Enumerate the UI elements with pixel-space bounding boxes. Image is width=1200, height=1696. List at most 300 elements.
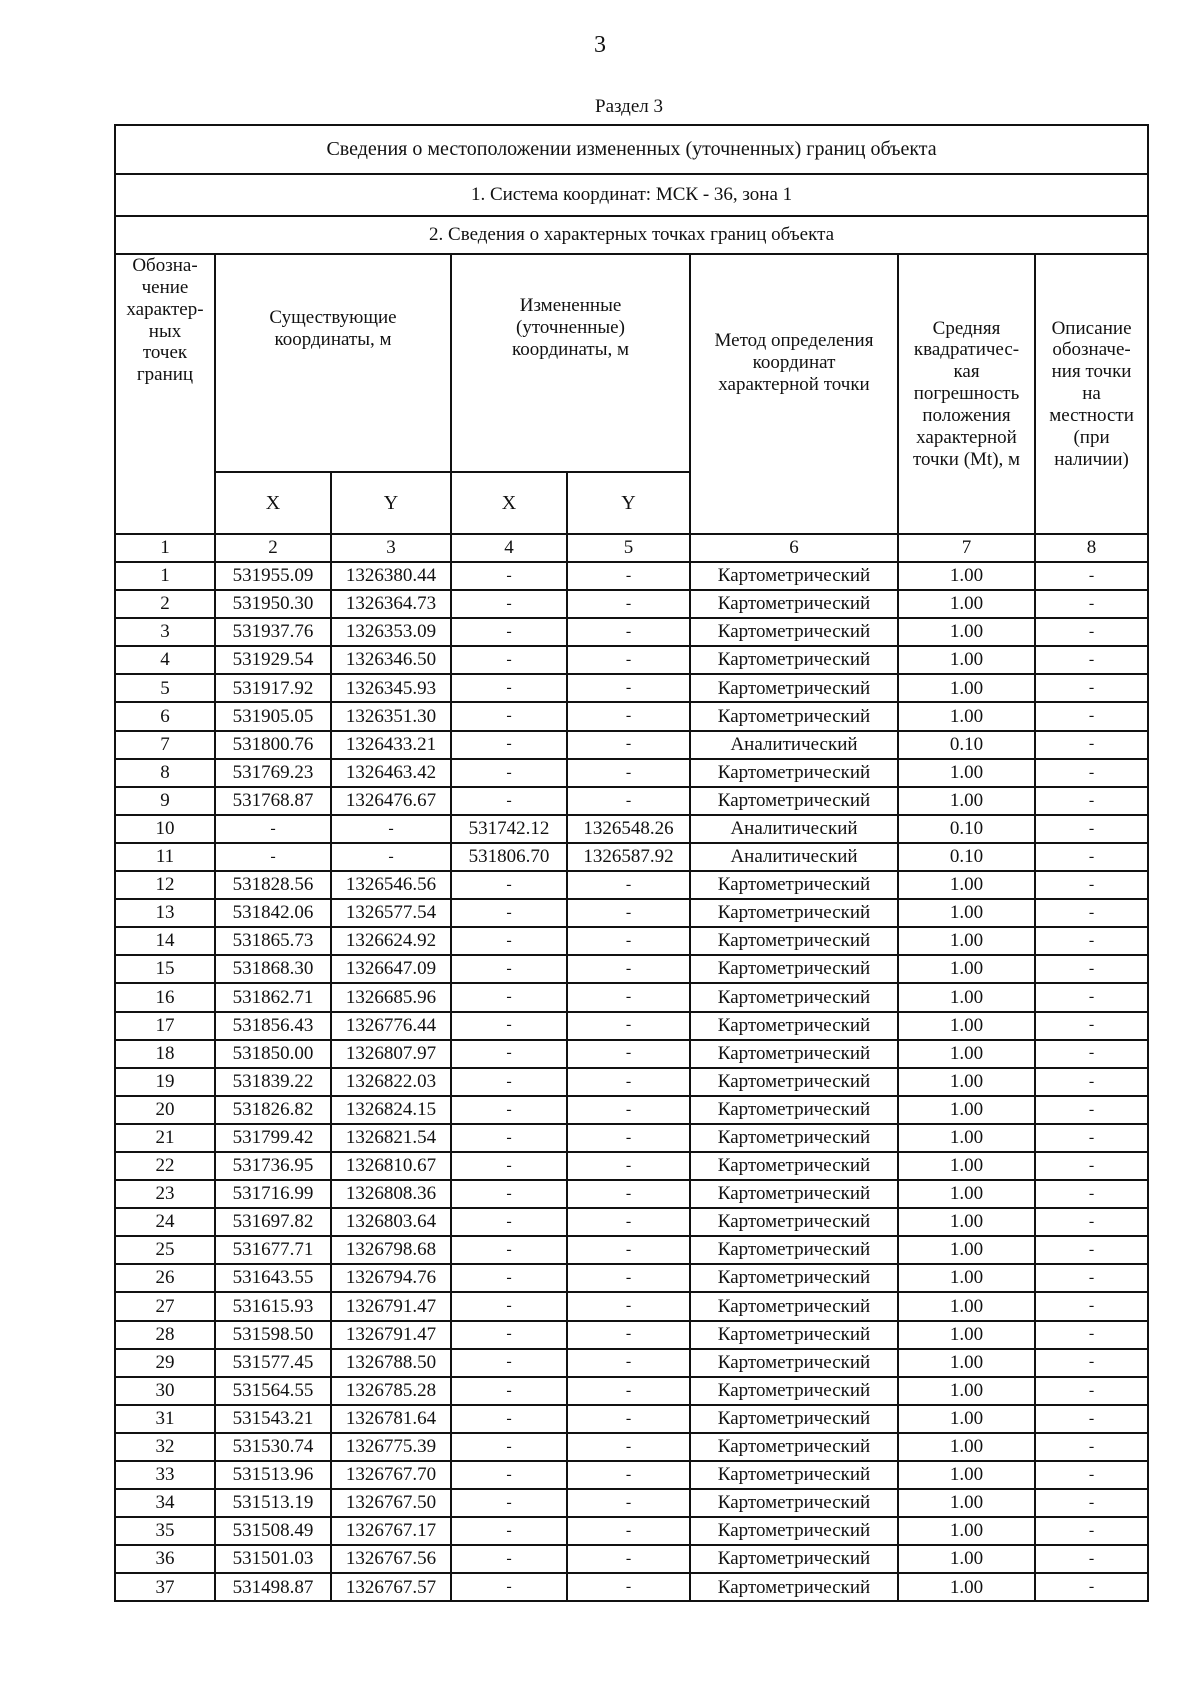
existing-x-cell: 531768.87 bbox=[215, 787, 331, 815]
column-number: 3 bbox=[331, 534, 451, 562]
table-row bbox=[115, 702, 1148, 730]
header-existing-y: Y bbox=[331, 472, 451, 534]
description-cell: - bbox=[1035, 1208, 1148, 1236]
error-cell: 1.00 bbox=[898, 1096, 1035, 1124]
table-row bbox=[115, 1180, 1148, 1208]
description-cell: - bbox=[1035, 1180, 1148, 1208]
method-cell: Картометрический bbox=[690, 1208, 898, 1236]
column-number: 1 bbox=[115, 534, 215, 562]
existing-y-cell: 1326810.67 bbox=[331, 1152, 451, 1180]
table-row bbox=[115, 1573, 1148, 1601]
changed-y-cell: - bbox=[567, 674, 690, 702]
changed-x-cell: - bbox=[451, 1349, 567, 1377]
point-number-cell: 37 bbox=[115, 1573, 215, 1601]
error-cell: 1.00 bbox=[898, 1124, 1035, 1152]
changed-x-cell: - bbox=[451, 927, 567, 955]
point-number-cell: 15 bbox=[115, 955, 215, 983]
method-cell: Картометрический bbox=[690, 1321, 898, 1349]
changed-y-cell: - bbox=[567, 1405, 690, 1433]
point-number-cell: 28 bbox=[115, 1321, 215, 1349]
method-cell: Картометрический bbox=[690, 871, 898, 899]
existing-x-cell: 531677.71 bbox=[215, 1236, 331, 1264]
error-cell: 1.00 bbox=[898, 590, 1035, 618]
method-cell: Картометрический bbox=[690, 1517, 898, 1545]
description-cell: - bbox=[1035, 899, 1148, 927]
changed-y-cell: - bbox=[567, 562, 690, 590]
table-row bbox=[115, 1405, 1148, 1433]
changed-x-cell: - bbox=[451, 1433, 567, 1461]
method-cell: Картометрический bbox=[690, 1545, 898, 1573]
point-number-cell: 11 bbox=[115, 843, 215, 871]
table-row bbox=[115, 843, 1148, 871]
changed-x-cell: - bbox=[451, 1040, 567, 1068]
changed-y-cell: - bbox=[567, 646, 690, 674]
existing-y-cell: 1326463.42 bbox=[331, 759, 451, 787]
column-number: 6 bbox=[690, 534, 898, 562]
existing-y-cell: 1326775.39 bbox=[331, 1433, 451, 1461]
changed-x-cell: - bbox=[451, 1096, 567, 1124]
table-row bbox=[115, 731, 1148, 759]
changed-y-cell: - bbox=[567, 1321, 690, 1349]
existing-x-cell: 531955.09 bbox=[215, 562, 331, 590]
table-row bbox=[115, 674, 1148, 702]
existing-y-cell: 1326346.50 bbox=[331, 646, 451, 674]
changed-y-cell: - bbox=[567, 1264, 690, 1292]
error-cell: 1.00 bbox=[898, 1377, 1035, 1405]
changed-y-cell: - bbox=[567, 1433, 690, 1461]
point-number-cell: 2 bbox=[115, 590, 215, 618]
point-number-cell: 12 bbox=[115, 871, 215, 899]
point-number-cell: 8 bbox=[115, 759, 215, 787]
error-cell: 1.00 bbox=[898, 983, 1035, 1011]
point-number-cell: 9 bbox=[115, 787, 215, 815]
column-number: 4 bbox=[451, 534, 567, 562]
description-cell: - bbox=[1035, 1152, 1148, 1180]
table-row bbox=[115, 646, 1148, 674]
method-cell: Картометрический bbox=[690, 618, 898, 646]
error-cell: 1.00 bbox=[898, 1292, 1035, 1320]
table-row bbox=[115, 1489, 1148, 1517]
description-cell: - bbox=[1035, 1321, 1148, 1349]
existing-x-cell: 531799.42 bbox=[215, 1124, 331, 1152]
point-number-cell: 23 bbox=[115, 1180, 215, 1208]
point-number-cell: 3 bbox=[115, 618, 215, 646]
changed-x-cell: - bbox=[451, 1573, 567, 1601]
table-title: Сведения о местоположении измененных (уточненных) границ объекта bbox=[115, 125, 1148, 174]
existing-x-cell: 531577.45 bbox=[215, 1349, 331, 1377]
method-cell: Картометрический bbox=[690, 1124, 898, 1152]
method-cell: Картометрический bbox=[690, 1180, 898, 1208]
point-number-cell: 29 bbox=[115, 1349, 215, 1377]
changed-x-cell: - bbox=[451, 1545, 567, 1573]
description-cell: - bbox=[1035, 927, 1148, 955]
description-cell: - bbox=[1035, 562, 1148, 590]
description-cell: - bbox=[1035, 1124, 1148, 1152]
point-number-cell: 25 bbox=[115, 1236, 215, 1264]
description-cell: - bbox=[1035, 1517, 1148, 1545]
description-cell: - bbox=[1035, 1545, 1148, 1573]
changed-y-cell: - bbox=[567, 1461, 690, 1489]
description-cell: - bbox=[1035, 1068, 1148, 1096]
description-cell: - bbox=[1035, 674, 1148, 702]
point-number-cell: 18 bbox=[115, 1040, 215, 1068]
error-cell: 1.00 bbox=[898, 955, 1035, 983]
method-cell: Картометрический bbox=[690, 1068, 898, 1096]
existing-x-cell: 531828.56 bbox=[215, 871, 331, 899]
method-cell: Картометрический bbox=[690, 1292, 898, 1320]
table-row bbox=[115, 1321, 1148, 1349]
error-cell: 1.00 bbox=[898, 1040, 1035, 1068]
changed-y-cell: - bbox=[567, 759, 690, 787]
description-cell: - bbox=[1035, 1433, 1148, 1461]
table-row bbox=[115, 1264, 1148, 1292]
table-row bbox=[115, 1040, 1148, 1068]
error-cell: 1.00 bbox=[898, 1461, 1035, 1489]
changed-x-cell: - bbox=[451, 1461, 567, 1489]
existing-y-cell: 1326433.21 bbox=[331, 731, 451, 759]
error-cell: 1.00 bbox=[898, 1321, 1035, 1349]
header-existing-x: X bbox=[215, 472, 331, 534]
existing-x-cell: 531530.74 bbox=[215, 1433, 331, 1461]
changed-y-cell: - bbox=[567, 1236, 690, 1264]
method-cell: Картометрический bbox=[690, 1433, 898, 1461]
point-number-cell: 13 bbox=[115, 899, 215, 927]
point-number-cell: 10 bbox=[115, 815, 215, 843]
changed-y-cell: - bbox=[567, 618, 690, 646]
description-cell: - bbox=[1035, 1377, 1148, 1405]
method-cell: Картометрический bbox=[690, 1012, 898, 1040]
changed-y-cell: - bbox=[567, 1152, 690, 1180]
changed-x-cell: - bbox=[451, 787, 567, 815]
changed-y-cell: - bbox=[567, 590, 690, 618]
error-cell: 1.00 bbox=[898, 1573, 1035, 1601]
description-cell: - bbox=[1035, 759, 1148, 787]
changed-x-cell: - bbox=[451, 1236, 567, 1264]
description-cell: - bbox=[1035, 843, 1148, 871]
changed-x-cell: - bbox=[451, 1489, 567, 1517]
method-cell: Картометрический bbox=[690, 1349, 898, 1377]
point-number-cell: 26 bbox=[115, 1264, 215, 1292]
changed-x-cell: - bbox=[451, 702, 567, 730]
changed-x-cell: - bbox=[451, 1321, 567, 1349]
description-cell: - bbox=[1035, 1349, 1148, 1377]
table-row bbox=[115, 1433, 1148, 1461]
point-number-cell: 34 bbox=[115, 1489, 215, 1517]
table-row bbox=[115, 1068, 1148, 1096]
existing-x-cell: 531929.54 bbox=[215, 646, 331, 674]
changed-y-cell: - bbox=[567, 983, 690, 1011]
point-number-cell: 33 bbox=[115, 1461, 215, 1489]
changed-y-cell: - bbox=[567, 955, 690, 983]
table-row bbox=[115, 1461, 1148, 1489]
table-row bbox=[115, 618, 1148, 646]
method-cell: Картометрический bbox=[690, 702, 898, 730]
changed-y-cell: - bbox=[567, 1180, 690, 1208]
point-number-cell: 5 bbox=[115, 674, 215, 702]
changed-x-cell: - bbox=[451, 618, 567, 646]
description-cell: - bbox=[1035, 1040, 1148, 1068]
description-cell: - bbox=[1035, 983, 1148, 1011]
coordinate-system-line: 1. Система координат: МСК - 36, зона 1 bbox=[115, 174, 1148, 216]
error-cell: 0.10 bbox=[898, 843, 1035, 871]
method-cell: Картометрический bbox=[690, 759, 898, 787]
description-cell: - bbox=[1035, 646, 1148, 674]
existing-x-cell: 531736.95 bbox=[215, 1152, 331, 1180]
changed-y-cell: - bbox=[567, 1349, 690, 1377]
changed-y-cell: - bbox=[567, 1292, 690, 1320]
table-row bbox=[115, 1236, 1148, 1264]
changed-y-cell: 1326587.92 bbox=[567, 843, 690, 871]
table-row bbox=[115, 1012, 1148, 1040]
method-cell: Картометрический bbox=[690, 1152, 898, 1180]
existing-y-cell: 1326345.93 bbox=[331, 674, 451, 702]
method-cell: Картометрический bbox=[690, 983, 898, 1011]
existing-y-cell: 1326781.64 bbox=[331, 1405, 451, 1433]
existing-y-cell: 1326785.28 bbox=[331, 1377, 451, 1405]
changed-x-cell: - bbox=[451, 590, 567, 618]
point-number-cell: 24 bbox=[115, 1208, 215, 1236]
changed-y-cell: - bbox=[567, 1068, 690, 1096]
existing-x-cell: 531513.96 bbox=[215, 1461, 331, 1489]
changed-y-cell: - bbox=[567, 702, 690, 730]
error-cell: 1.00 bbox=[898, 759, 1035, 787]
existing-x-cell: 531498.87 bbox=[215, 1573, 331, 1601]
method-cell: Картометрический bbox=[690, 955, 898, 983]
changed-x-cell: - bbox=[451, 1012, 567, 1040]
existing-y-cell: 1326776.44 bbox=[331, 1012, 451, 1040]
points-heading-line: 2. Сведения о характерных точках границ объекта bbox=[115, 216, 1148, 254]
boundary-points-table bbox=[114, 124, 1149, 1602]
changed-x-cell: - bbox=[451, 1152, 567, 1180]
existing-y-cell: 1326546.56 bbox=[331, 871, 451, 899]
table-row bbox=[115, 1377, 1148, 1405]
error-cell: 1.00 bbox=[898, 1180, 1035, 1208]
error-cell: 1.00 bbox=[898, 1433, 1035, 1461]
existing-x-cell: 531769.23 bbox=[215, 759, 331, 787]
existing-y-cell: 1326821.54 bbox=[331, 1124, 451, 1152]
point-number-cell: 35 bbox=[115, 1517, 215, 1545]
error-cell: 1.00 bbox=[898, 618, 1035, 646]
existing-x-cell: 531543.21 bbox=[215, 1405, 331, 1433]
error-cell: 1.00 bbox=[898, 1068, 1035, 1096]
changed-x-cell: - bbox=[451, 1405, 567, 1433]
existing-x-cell: 531513.19 bbox=[215, 1489, 331, 1517]
method-cell: Картометрический bbox=[690, 1096, 898, 1124]
existing-x-cell: 531868.30 bbox=[215, 955, 331, 983]
changed-x-cell: - bbox=[451, 871, 567, 899]
table-row bbox=[115, 1545, 1148, 1573]
description-cell: - bbox=[1035, 590, 1148, 618]
table-row bbox=[115, 1152, 1148, 1180]
column-number: 5 bbox=[567, 534, 690, 562]
existing-y-cell: 1326822.03 bbox=[331, 1068, 451, 1096]
error-cell: 1.00 bbox=[898, 1517, 1035, 1545]
existing-x-cell: 531564.55 bbox=[215, 1377, 331, 1405]
existing-x-cell: 531800.76 bbox=[215, 731, 331, 759]
point-number-cell: 30 bbox=[115, 1377, 215, 1405]
changed-x-cell: - bbox=[451, 759, 567, 787]
header-error: Средняя квадратичес- кая погрешность положения характерной точки (Mt), м bbox=[898, 254, 1035, 534]
existing-y-cell: 1326624.92 bbox=[331, 927, 451, 955]
header-changed-coordinates: Измененные (уточненные) координаты, м bbox=[451, 254, 690, 472]
point-number-cell: 1 bbox=[115, 562, 215, 590]
table-row bbox=[115, 562, 1148, 590]
point-number-cell: 32 bbox=[115, 1433, 215, 1461]
existing-x-cell: 531826.82 bbox=[215, 1096, 331, 1124]
existing-y-cell: 1326577.54 bbox=[331, 899, 451, 927]
description-cell: - bbox=[1035, 1292, 1148, 1320]
changed-y-cell: - bbox=[567, 1040, 690, 1068]
existing-x-cell: 531865.73 bbox=[215, 927, 331, 955]
description-cell: - bbox=[1035, 1573, 1148, 1601]
changed-y-cell: - bbox=[567, 731, 690, 759]
changed-y-cell: - bbox=[567, 899, 690, 927]
error-cell: 1.00 bbox=[898, 1236, 1035, 1264]
method-cell: Картометрический bbox=[690, 1405, 898, 1433]
existing-y-cell: 1326791.47 bbox=[331, 1321, 451, 1349]
changed-x-cell: - bbox=[451, 1180, 567, 1208]
table-row bbox=[115, 1517, 1148, 1545]
method-cell: Картометрический bbox=[690, 1040, 898, 1068]
existing-x-cell: 531917.92 bbox=[215, 674, 331, 702]
table-row bbox=[115, 759, 1148, 787]
error-cell: 1.00 bbox=[898, 899, 1035, 927]
description-cell: - bbox=[1035, 1489, 1148, 1517]
existing-y-cell: 1326767.50 bbox=[331, 1489, 451, 1517]
method-cell: Картометрический bbox=[690, 1264, 898, 1292]
changed-x-cell: 531742.12 bbox=[451, 815, 567, 843]
point-number-cell: 16 bbox=[115, 983, 215, 1011]
existing-x-cell: 531850.00 bbox=[215, 1040, 331, 1068]
point-number-cell: 17 bbox=[115, 1012, 215, 1040]
description-cell: - bbox=[1035, 731, 1148, 759]
method-cell: Картометрический bbox=[690, 1573, 898, 1601]
error-cell: 1.00 bbox=[898, 787, 1035, 815]
changed-y-cell: - bbox=[567, 927, 690, 955]
error-cell: 1.00 bbox=[898, 1405, 1035, 1433]
existing-x-cell: 531905.05 bbox=[215, 702, 331, 730]
table-row bbox=[115, 1096, 1148, 1124]
changed-x-cell: - bbox=[451, 1068, 567, 1096]
method-cell: Картометрический bbox=[690, 562, 898, 590]
existing-x-cell: 531615.93 bbox=[215, 1292, 331, 1320]
error-cell: 1.00 bbox=[898, 1349, 1035, 1377]
column-number: 2 bbox=[215, 534, 331, 562]
existing-y-cell: 1326364.73 bbox=[331, 590, 451, 618]
existing-y-cell: 1326767.17 bbox=[331, 1517, 451, 1545]
existing-x-cell: - bbox=[215, 843, 331, 871]
description-cell: - bbox=[1035, 787, 1148, 815]
error-cell: 1.00 bbox=[898, 1264, 1035, 1292]
table-row bbox=[115, 1208, 1148, 1236]
changed-x-cell: - bbox=[451, 731, 567, 759]
changed-y-cell: - bbox=[567, 787, 690, 815]
table-row bbox=[115, 1124, 1148, 1152]
table-row bbox=[115, 787, 1148, 815]
existing-y-cell: 1326767.70 bbox=[331, 1461, 451, 1489]
error-cell: 1.00 bbox=[898, 871, 1035, 899]
existing-x-cell: 531937.76 bbox=[215, 618, 331, 646]
existing-y-cell: 1326794.76 bbox=[331, 1264, 451, 1292]
error-cell: 1.00 bbox=[898, 562, 1035, 590]
changed-y-cell: - bbox=[567, 1012, 690, 1040]
changed-x-cell: - bbox=[451, 1517, 567, 1545]
error-cell: 1.00 bbox=[898, 1208, 1035, 1236]
changed-x-cell: - bbox=[451, 1124, 567, 1152]
method-cell: Картометрический bbox=[690, 1236, 898, 1264]
point-number-cell: 20 bbox=[115, 1096, 215, 1124]
point-number-cell: 36 bbox=[115, 1545, 215, 1573]
changed-y-cell: - bbox=[567, 1124, 690, 1152]
section-title: Раздел 3 bbox=[595, 96, 663, 117]
error-cell: 1.00 bbox=[898, 1012, 1035, 1040]
changed-x-cell: - bbox=[451, 1264, 567, 1292]
point-number-cell: 6 bbox=[115, 702, 215, 730]
method-cell: Аналитический bbox=[690, 843, 898, 871]
description-cell: - bbox=[1035, 955, 1148, 983]
existing-y-cell: 1326476.67 bbox=[331, 787, 451, 815]
method-cell: Картометрический bbox=[690, 787, 898, 815]
existing-y-cell: 1326798.68 bbox=[331, 1236, 451, 1264]
existing-y-cell: 1326353.09 bbox=[331, 618, 451, 646]
header-description: Описание обозначе- ния точки на местности (при наличии) bbox=[1035, 254, 1148, 534]
method-cell: Картометрический bbox=[690, 927, 898, 955]
existing-y-cell: 1326791.47 bbox=[331, 1292, 451, 1320]
error-cell: 1.00 bbox=[898, 646, 1035, 674]
point-number-cell: 27 bbox=[115, 1292, 215, 1320]
description-cell: - bbox=[1035, 1264, 1148, 1292]
table-row bbox=[115, 1292, 1148, 1320]
existing-x-cell: 531508.49 bbox=[215, 1517, 331, 1545]
existing-y-cell: 1326824.15 bbox=[331, 1096, 451, 1124]
existing-y-cell: 1326380.44 bbox=[331, 562, 451, 590]
changed-x-cell: - bbox=[451, 646, 567, 674]
description-cell: - bbox=[1035, 871, 1148, 899]
changed-x-cell: - bbox=[451, 983, 567, 1011]
existing-y-cell: 1326767.56 bbox=[331, 1545, 451, 1573]
error-cell: 1.00 bbox=[898, 927, 1035, 955]
header-changed-x: X bbox=[451, 472, 567, 534]
existing-y-cell: 1326685.96 bbox=[331, 983, 451, 1011]
changed-x-cell: 531806.70 bbox=[451, 843, 567, 871]
table-row bbox=[115, 815, 1148, 843]
header-designation: Обозна- чение характер- ных точек границ bbox=[115, 254, 215, 534]
error-cell: 1.00 bbox=[898, 1489, 1035, 1517]
description-cell: - bbox=[1035, 1012, 1148, 1040]
description-cell: - bbox=[1035, 815, 1148, 843]
existing-x-cell: 531501.03 bbox=[215, 1545, 331, 1573]
error-cell: 1.00 bbox=[898, 702, 1035, 730]
existing-y-cell: 1326803.64 bbox=[331, 1208, 451, 1236]
table-row bbox=[115, 955, 1148, 983]
method-cell: Картометрический bbox=[690, 1489, 898, 1517]
existing-x-cell: 531950.30 bbox=[215, 590, 331, 618]
method-cell: Картометрический bbox=[690, 1461, 898, 1489]
method-cell: Аналитический bbox=[690, 731, 898, 759]
existing-x-cell: 531856.43 bbox=[215, 1012, 331, 1040]
changed-y-cell: - bbox=[567, 1377, 690, 1405]
table-row bbox=[115, 927, 1148, 955]
point-number-cell: 22 bbox=[115, 1152, 215, 1180]
error-cell: 1.00 bbox=[898, 674, 1035, 702]
header-method: Метод определения координат характерной точки bbox=[690, 254, 898, 534]
existing-x-cell: 531842.06 bbox=[215, 899, 331, 927]
changed-y-cell: - bbox=[567, 1208, 690, 1236]
method-cell: Картометрический bbox=[690, 590, 898, 618]
description-cell: - bbox=[1035, 618, 1148, 646]
error-cell: 1.00 bbox=[898, 1545, 1035, 1573]
method-cell: Картометрический bbox=[690, 674, 898, 702]
